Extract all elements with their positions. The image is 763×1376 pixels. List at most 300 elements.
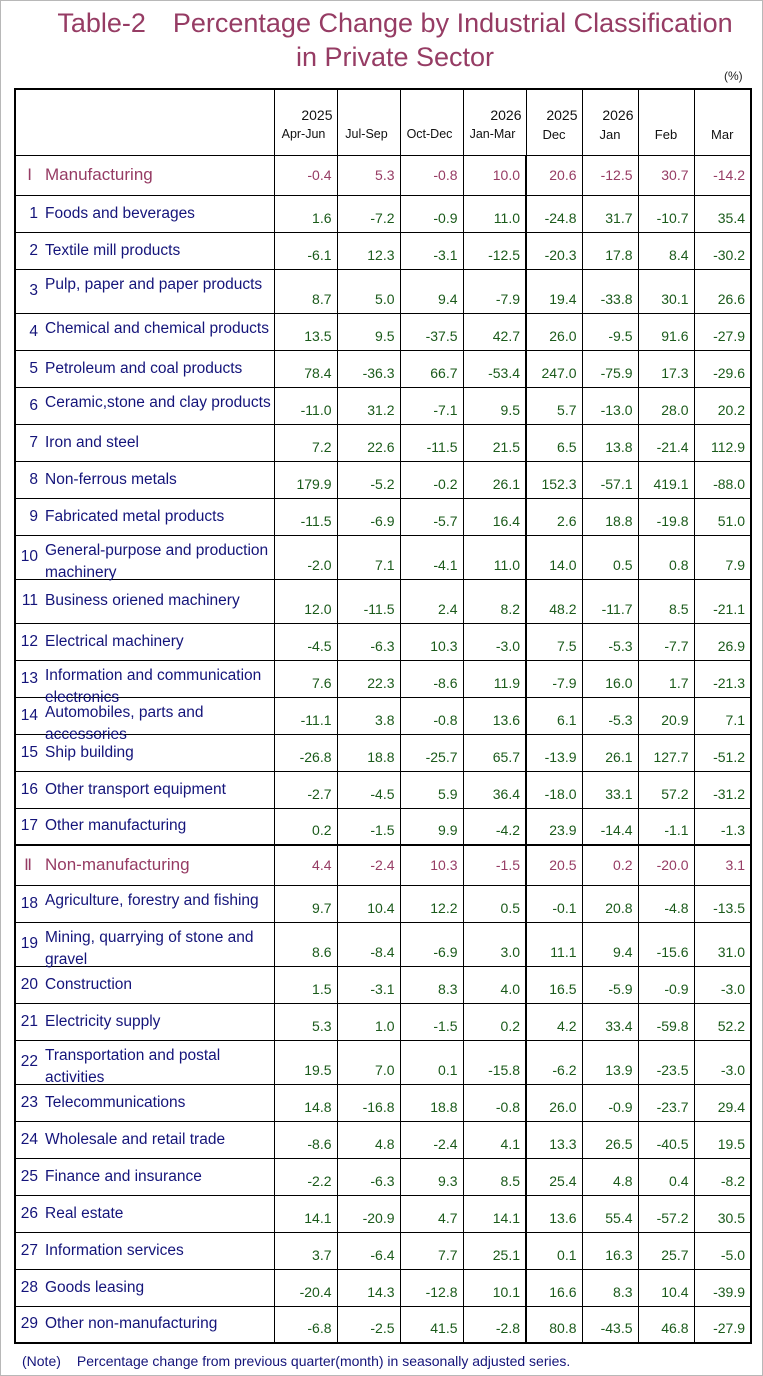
table-row — [15, 579, 751, 623]
value-cell: 11.1 — [526, 922, 582, 966]
column-period: Jan — [599, 127, 621, 142]
value-cell: -0.9 — [638, 966, 694, 1003]
value-cell: -75.9 — [582, 350, 638, 387]
value-cell: 21.5 — [463, 424, 526, 461]
value-cell: 5.9 — [400, 771, 463, 808]
row-label: Ceramic,stone and clay products — [45, 393, 271, 411]
value-cell: -2.0 — [274, 535, 337, 579]
table-row — [15, 771, 751, 808]
value-cell: 80.8 — [526, 1306, 582, 1343]
row-number: 22 — [20, 1053, 38, 1070]
value-cell: 419.1 — [638, 461, 694, 498]
value-cell: 0.1 — [526, 1232, 582, 1269]
column-period: Mar — [711, 127, 734, 142]
value-cell: -15.6 — [638, 922, 694, 966]
row-number: 6 — [29, 396, 38, 414]
value-cell: -1.1 — [638, 808, 694, 845]
value-cell: 8.2 — [463, 579, 526, 623]
value-cell: -5.0 — [694, 1232, 751, 1269]
value-cell: -27.9 — [694, 1306, 751, 1343]
table-row — [15, 734, 751, 771]
row-label-cell — [15, 660, 274, 706]
value-cell: 8.3 — [400, 966, 463, 1003]
value-cell: 18.8 — [582, 498, 638, 535]
row-label-cell — [15, 461, 274, 498]
table-row — [15, 922, 751, 966]
value-cell: 9.7 — [274, 885, 337, 922]
value-cell: 25.7 — [638, 1232, 694, 1269]
value-cell: 7.7 — [400, 1232, 463, 1269]
row-label-cell — [15, 1158, 274, 1195]
row-number: 25 — [20, 1167, 38, 1185]
value-cell: -15.8 — [463, 1040, 526, 1084]
row-label: Agriculture, forestry and fishing — [45, 891, 259, 909]
value-cell: -2.7 — [274, 771, 337, 808]
value-cell: -6.9 — [400, 922, 463, 966]
value-cell: -5.3 — [582, 623, 638, 660]
table-row — [15, 1040, 751, 1084]
row-label: Textile mill products — [45, 241, 181, 259]
row-number: 18 — [20, 894, 38, 912]
column-header — [463, 89, 526, 155]
value-cell: 3.8 — [337, 697, 400, 734]
value-cell: 9.4 — [400, 269, 463, 313]
row-label: Non-manufacturing — [45, 855, 190, 875]
column-period: Oct-Dec — [406, 127, 453, 141]
value-cell: 16.5 — [526, 966, 582, 1003]
value-cell: -0.8 — [400, 697, 463, 734]
table-row — [15, 1003, 751, 1040]
value-cell: 8.3 — [582, 1269, 638, 1306]
row-number: 5 — [29, 359, 38, 377]
value-cell: 4.4 — [274, 845, 337, 885]
row-number: 11 — [21, 592, 38, 609]
value-cell: -11.7 — [582, 579, 638, 623]
row-label-cell — [15, 1040, 274, 1084]
table-row — [15, 498, 751, 535]
value-cell: 19.5 — [694, 1121, 751, 1158]
value-cell: -16.8 — [337, 1084, 400, 1121]
value-cell: 0.2 — [582, 845, 638, 885]
row-label: Fabricated metal products — [45, 507, 225, 525]
value-cell: 7.6 — [274, 660, 337, 697]
value-cell: 8.6 — [274, 922, 337, 966]
row-number: 29 — [20, 1315, 38, 1333]
row-label: Transportation and postal activities — [45, 1046, 221, 1086]
value-cell: -33.8 — [582, 269, 638, 313]
value-cell: 0.4 — [638, 1158, 694, 1195]
value-cell: -6.9 — [337, 498, 400, 535]
value-cell: -7.9 — [463, 269, 526, 313]
row-number: 12 — [20, 632, 38, 650]
value-cell: 22.3 — [337, 660, 400, 697]
value-cell: -4.5 — [274, 623, 337, 660]
value-cell: -13.9 — [526, 734, 582, 771]
value-cell: 42.7 — [463, 313, 526, 350]
value-cell: 0.2 — [274, 808, 337, 845]
value-cell: -4.8 — [638, 885, 694, 922]
value-cell: -10.7 — [638, 195, 694, 232]
value-cell: -2.4 — [400, 1121, 463, 1158]
section-row — [15, 155, 751, 195]
row-number: 7 — [29, 433, 38, 451]
row-number: 2 — [29, 241, 38, 259]
table-body — [15, 155, 751, 1343]
value-cell: -7.9 — [526, 660, 582, 697]
value-cell: 28.0 — [638, 387, 694, 424]
value-cell: 0.2 — [463, 1003, 526, 1040]
value-cell: 20.6 — [526, 155, 582, 195]
value-cell: 3.1 — [694, 845, 751, 885]
column-year — [695, 107, 747, 127]
column-header — [337, 89, 400, 155]
row-label-cell — [15, 1003, 274, 1040]
value-cell: 16.4 — [463, 498, 526, 535]
value-cell: -6.3 — [337, 1158, 400, 1195]
value-cell: -43.5 — [582, 1306, 638, 1343]
row-label: Other transport equipment — [45, 780, 226, 798]
value-cell: 16.0 — [582, 660, 638, 697]
row-number: 20 — [20, 975, 38, 993]
value-cell: -27.9 — [694, 313, 751, 350]
value-cell: -8.2 — [694, 1158, 751, 1195]
value-cell: 35.4 — [694, 195, 751, 232]
section-row — [15, 845, 751, 885]
value-cell: 7.1 — [694, 697, 751, 734]
value-cell: -21.3 — [694, 660, 751, 697]
value-cell: -36.3 — [337, 350, 400, 387]
value-cell: -11.5 — [274, 498, 337, 535]
value-cell: -26.8 — [274, 734, 337, 771]
column-year — [338, 107, 396, 127]
value-cell: 30.1 — [638, 269, 694, 313]
value-cell: 7.0 — [337, 1040, 400, 1084]
value-cell: 13.3 — [526, 1121, 582, 1158]
row-label: Real estate — [45, 1204, 124, 1222]
value-cell: -25.7 — [400, 734, 463, 771]
value-cell: 46.8 — [638, 1306, 694, 1343]
header-corner — [15, 89, 274, 155]
value-cell: -0.1 — [526, 885, 582, 922]
row-number: 10 — [20, 548, 38, 565]
value-cell: 9.3 — [400, 1158, 463, 1195]
value-cell: -0.9 — [582, 1084, 638, 1121]
value-cell: -21.1 — [694, 579, 751, 623]
value-cell: 20.2 — [694, 387, 751, 424]
row-number: 15 — [20, 743, 38, 761]
note-label: (Note) — [22, 1353, 61, 1369]
column-period: Apr-Jun — [281, 127, 326, 141]
table-row — [15, 1084, 751, 1121]
row-label-cell — [15, 966, 274, 1003]
value-cell: 31.7 — [582, 195, 638, 232]
row-label-cell — [15, 155, 274, 195]
value-cell: 18.8 — [337, 734, 400, 771]
row-label-cell — [15, 195, 274, 232]
value-cell: 5.7 — [526, 387, 582, 424]
value-cell: 20.5 — [526, 845, 582, 885]
value-cell: -6.8 — [274, 1306, 337, 1343]
header-row — [15, 89, 751, 155]
value-cell: -0.4 — [274, 155, 337, 195]
value-cell: -4.5 — [337, 771, 400, 808]
row-label: Wholesale and retail trade — [45, 1130, 226, 1148]
value-cell: 4.2 — [526, 1003, 582, 1040]
value-cell: 13.5 — [274, 313, 337, 350]
value-cell: -7.1 — [400, 387, 463, 424]
value-cell: 20.8 — [582, 885, 638, 922]
row-number: 28 — [20, 1278, 38, 1296]
value-cell: -2.5 — [337, 1306, 400, 1343]
row-label: Iron and steel — [45, 433, 139, 451]
table-row — [15, 808, 751, 845]
row-label-cell — [15, 579, 274, 623]
column-year: 2026 — [602, 107, 634, 123]
table-row — [15, 1195, 751, 1232]
row-number: Ⅰ — [27, 167, 32, 184]
row-label: Automobiles, parts and accessories — [45, 703, 204, 743]
value-cell: -18.0 — [526, 771, 582, 808]
value-cell: -53.4 — [463, 350, 526, 387]
row-number: 27 — [20, 1241, 38, 1259]
row-number: 21 — [20, 1012, 38, 1030]
value-cell: 78.4 — [274, 350, 337, 387]
value-cell: 179.9 — [274, 461, 337, 498]
value-cell: -7.7 — [638, 623, 694, 660]
row-label: Chemical and chemical products — [45, 319, 269, 337]
value-cell: 8.5 — [638, 579, 694, 623]
value-cell: -57.1 — [582, 461, 638, 498]
value-cell: 26.9 — [694, 623, 751, 660]
row-label: Mining, quarrying of stone and gravel — [45, 928, 254, 968]
value-cell: 25.4 — [526, 1158, 582, 1195]
value-cell: 4.1 — [463, 1121, 526, 1158]
row-label-cell — [15, 845, 274, 885]
value-cell: 57.2 — [638, 771, 694, 808]
value-cell: -88.0 — [694, 461, 751, 498]
table-row — [15, 1121, 751, 1158]
table-row — [15, 424, 751, 461]
value-cell: -20.4 — [274, 1269, 337, 1306]
row-number: 14 — [20, 706, 38, 724]
row-label: Other non-manufacturing — [45, 1315, 218, 1333]
row-label-cell — [15, 697, 274, 743]
value-cell: 11.0 — [463, 535, 526, 579]
row-label-cell — [15, 1121, 274, 1158]
footnote — [22, 1353, 570, 1369]
column-year — [401, 107, 459, 127]
value-cell: 4.0 — [463, 966, 526, 1003]
value-cell: 1.0 — [337, 1003, 400, 1040]
value-cell: 5.3 — [274, 1003, 337, 1040]
row-label-cell — [15, 922, 274, 966]
value-cell: 16.6 — [526, 1269, 582, 1306]
row-label: Ship building — [45, 743, 134, 761]
value-cell: 14.1 — [463, 1195, 526, 1232]
row-label: Goods leasing — [45, 1278, 145, 1296]
column-year: 2026 — [490, 107, 522, 123]
row-label: Information and communication electronics — [45, 666, 262, 706]
value-cell: -20.3 — [526, 232, 582, 269]
value-cell: 6.1 — [526, 697, 582, 734]
row-number: 26 — [20, 1204, 38, 1222]
value-cell: -0.8 — [400, 155, 463, 195]
table-row — [15, 232, 751, 269]
value-cell: -57.2 — [638, 1195, 694, 1232]
row-number: 8 — [29, 470, 38, 488]
value-cell: -4.1 — [400, 535, 463, 579]
value-cell: 7.1 — [337, 535, 400, 579]
value-cell: 13.9 — [582, 1040, 638, 1084]
value-cell: -8.4 — [337, 922, 400, 966]
table-row — [15, 660, 751, 697]
row-label-cell — [15, 498, 274, 535]
value-cell: 55.4 — [582, 1195, 638, 1232]
column-header — [638, 89, 694, 155]
value-cell: 4.8 — [582, 1158, 638, 1195]
value-cell: 12.3 — [337, 232, 400, 269]
value-cell: -24.8 — [526, 195, 582, 232]
value-cell: 22.6 — [337, 424, 400, 461]
value-cell: -11.5 — [400, 424, 463, 461]
value-cell: -14.4 — [582, 808, 638, 845]
row-label: Pulp, paper and paper products — [45, 275, 263, 293]
value-cell: -3.0 — [694, 1040, 751, 1084]
row-label: Telecommunications — [45, 1093, 186, 1111]
value-cell: -59.8 — [638, 1003, 694, 1040]
value-cell: 26.1 — [463, 461, 526, 498]
value-cell: -1.5 — [400, 1003, 463, 1040]
table-row — [15, 1269, 751, 1306]
value-cell: 5.0 — [337, 269, 400, 313]
value-cell: -39.9 — [694, 1269, 751, 1306]
value-cell: 52.2 — [694, 1003, 751, 1040]
value-cell: -23.5 — [638, 1040, 694, 1084]
row-label: Electricity supply — [45, 1012, 161, 1030]
row-label-cell — [15, 1195, 274, 1232]
value-cell: 9.5 — [463, 387, 526, 424]
table-row — [15, 195, 751, 232]
value-cell: -40.5 — [638, 1121, 694, 1158]
row-label-cell — [15, 535, 274, 579]
value-cell: -6.1 — [274, 232, 337, 269]
row-label: Foods and beverages — [45, 204, 195, 222]
value-cell: 1.5 — [274, 966, 337, 1003]
value-cell: -8.6 — [274, 1121, 337, 1158]
row-number: 1 — [29, 204, 38, 222]
value-cell: 7.9 — [694, 535, 751, 579]
value-cell: 127.7 — [638, 734, 694, 771]
column-year: 2025 — [546, 107, 578, 123]
row-label-cell — [15, 350, 274, 387]
row-number: 17 — [20, 817, 38, 835]
value-cell: -2.8 — [463, 1306, 526, 1343]
value-cell: 23.9 — [526, 808, 582, 845]
value-cell: -4.2 — [463, 808, 526, 845]
value-cell: -5.9 — [582, 966, 638, 1003]
value-cell: -13.0 — [582, 387, 638, 424]
value-cell: 29.4 — [694, 1084, 751, 1121]
value-cell: 10.4 — [337, 885, 400, 922]
row-number: 9 — [29, 507, 38, 525]
column-header — [694, 89, 751, 155]
value-cell: 8.7 — [274, 269, 337, 313]
row-number: 23 — [20, 1093, 38, 1111]
value-cell: 9.5 — [337, 313, 400, 350]
value-cell: 13.8 — [582, 424, 638, 461]
row-label: Other manufacturing — [45, 817, 187, 835]
value-cell: 26.5 — [582, 1121, 638, 1158]
value-cell: 19.4 — [526, 269, 582, 313]
value-cell: 26.1 — [582, 734, 638, 771]
value-cell: 0.1 — [400, 1040, 463, 1084]
row-label: Manufacturing — [45, 165, 153, 184]
value-cell: -1.5 — [463, 845, 526, 885]
row-number: Ⅱ — [24, 857, 32, 875]
column-header — [400, 89, 463, 155]
value-cell: -9.5 — [582, 313, 638, 350]
value-cell: 3.7 — [274, 1232, 337, 1269]
value-cell: 48.2 — [526, 579, 582, 623]
row-label-cell — [15, 734, 274, 771]
row-label-cell — [15, 387, 274, 424]
value-cell: 31.2 — [337, 387, 400, 424]
value-cell: -5.2 — [337, 461, 400, 498]
value-cell: -5.7 — [400, 498, 463, 535]
value-cell: -7.2 — [337, 195, 400, 232]
table-row — [15, 1158, 751, 1195]
value-cell: 10.3 — [400, 623, 463, 660]
column-header — [274, 89, 337, 155]
value-cell: -6.3 — [337, 623, 400, 660]
value-cell: 30.7 — [638, 155, 694, 195]
value-cell: 26.0 — [526, 313, 582, 350]
value-cell: -3.0 — [694, 966, 751, 1003]
table-row — [15, 535, 751, 579]
value-cell: 11.0 — [463, 195, 526, 232]
value-cell: 12.0 — [274, 579, 337, 623]
value-cell: 1.7 — [638, 660, 694, 697]
value-cell: 4.8 — [337, 1121, 400, 1158]
row-label-cell — [15, 1232, 274, 1269]
value-cell: 6.5 — [526, 424, 582, 461]
value-cell: 2.6 — [526, 498, 582, 535]
value-cell: -19.8 — [638, 498, 694, 535]
value-cell: -37.5 — [400, 313, 463, 350]
value-cell: 41.5 — [400, 1306, 463, 1343]
column-year: 2025 — [301, 107, 333, 123]
value-cell: 1.6 — [274, 195, 337, 232]
column-period: Feb — [654, 127, 678, 142]
row-label: Information services — [45, 1241, 184, 1259]
row-number: 16 — [20, 780, 38, 798]
value-cell: 12.2 — [400, 885, 463, 922]
value-cell: 14.3 — [337, 1269, 400, 1306]
table-row — [15, 461, 751, 498]
value-cell: -3.1 — [400, 232, 463, 269]
value-cell: -1.5 — [337, 808, 400, 845]
value-cell: -51.2 — [694, 734, 751, 771]
row-label-cell — [15, 313, 274, 350]
value-cell: -13.5 — [694, 885, 751, 922]
row-label-cell — [15, 623, 274, 660]
value-cell: 14.8 — [274, 1084, 337, 1121]
row-label: Electrical machinery — [45, 632, 184, 650]
value-cell: 26.0 — [526, 1084, 582, 1121]
row-label: Non-ferrous metals — [45, 470, 177, 488]
value-cell: 8.5 — [463, 1158, 526, 1195]
table-row — [15, 1232, 751, 1269]
